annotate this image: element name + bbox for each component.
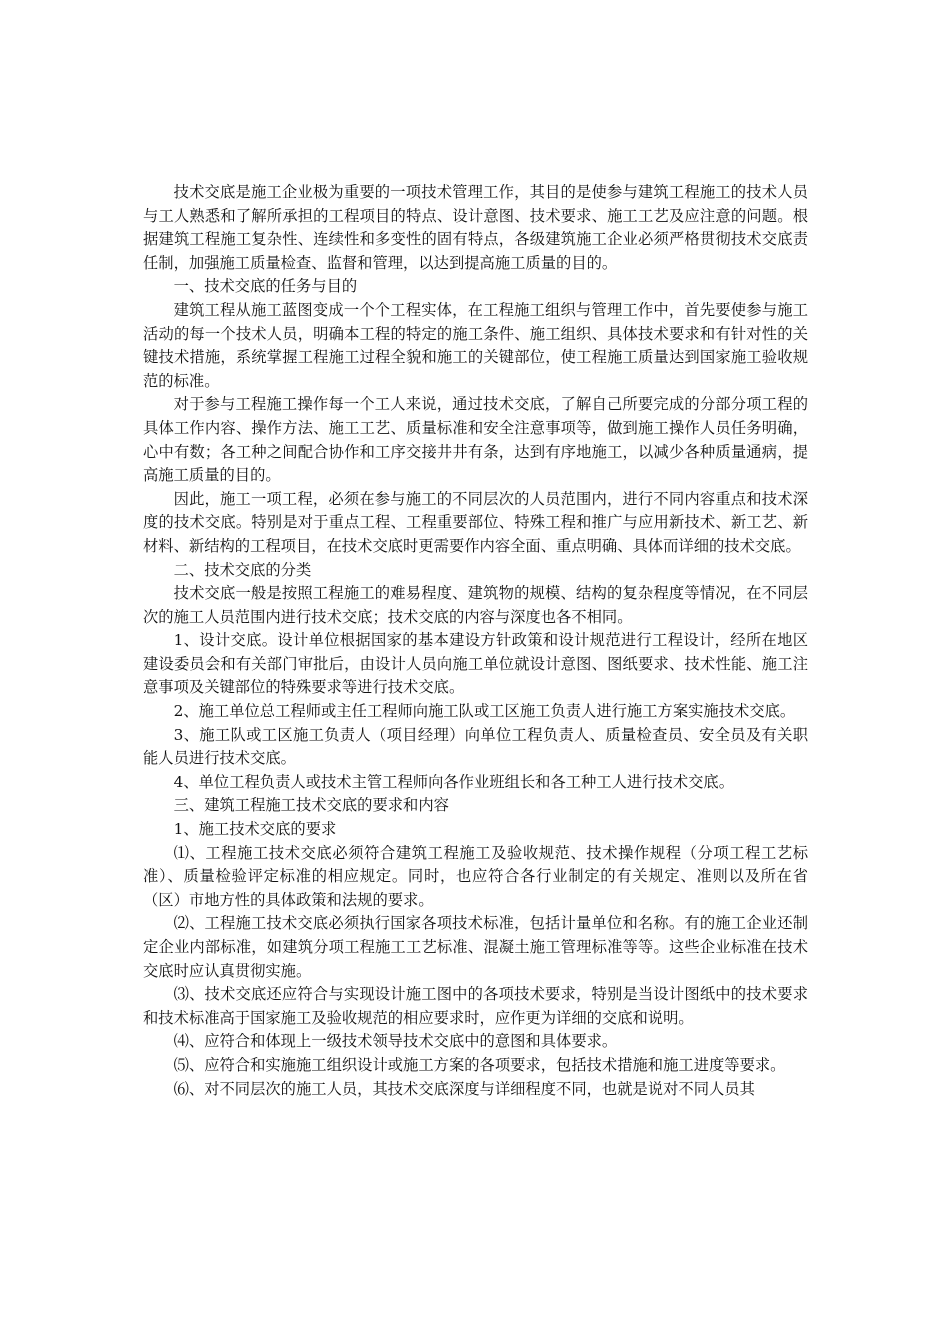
- section-heading-3: 三、建筑工程施工技术交底的要求和内容: [173, 796, 449, 815]
- section-heading-2: 二、技术交底的分类: [173, 560, 312, 579]
- body-paragraph: 对于参与工程施工操作每一个工人来说，通过技术交底，了解自己所要完成的分部分项工程的具体工作内容、操作方法、施工工艺、质量标准和安全注意事项等，做到施工操作人员任务明确，心中有数；各工种之间配合协作和工序交接井井有条，达到有序地施工，以减少各种质量通病，提高施工质量的目的。: [143, 395, 808, 485]
- list-item: 3、施工队或工区施工负责人（项目经理）向单位工程负责人、质量检查员、安全员及有关职能人员进行技术交底。: [143, 725, 808, 768]
- subsection-heading: 1、施工技术交底的要求: [173, 820, 337, 839]
- list-item: 2、施工单位总工程师或主任工程师向施工队或工区施工负责人进行施工方案实施技术交底。: [173, 702, 796, 721]
- list-item: ⑹、对不同层次的施工人员，其技术交底深度与详细程度不同，也就是说对不同人员其: [173, 1079, 755, 1098]
- list-item: ⑷、应符合和体现上一级技术领导技术交底中的意图和具体要求。: [173, 1032, 618, 1051]
- body-paragraph: 技术交底一般是按照工程施工的难易程度、建筑物的规模、结构的复杂程度等情况，在不同层次的施工人员范围内进行技术交底；技术交底的内容与深度也各不相同。: [143, 584, 808, 626]
- document-body: [143, 181, 808, 1101]
- section-heading-1: 一、技术交底的任务与目的: [173, 277, 358, 296]
- body-paragraph: 因此，施工一项工程，必须在参与施工的不同层次的人员范围内，进行不同内容重点和技术深度的技术交底。特别是对于重点工程、工程重要部位、特殊工程和推广与应用新技术、新工艺、新材料、新结构的工程项目，在技术交底时更需要作内容全面、重点明确、具体而详细的技术交底。: [143, 489, 808, 555]
- list-item: ⑴、工程施工技术交底必须符合建筑工程施工及验收规范、技术操作规程（分项工程工艺标准）、质量检验评定标准的相应规定。同时，也应符合各行业制定的有关规定、准则以及所在省（区）市地方性的具体政策和法规的要求。: [143, 843, 808, 909]
- intro-paragraph: 技术交底是施工企业极为重要的一项技术管理工作，其目的是使参与建筑工程施工的技术人员与工人熟悉和了解所承担的工程项目的特点、设计意图、技术要求、施工工艺及应注意的问题。根据建筑工程施工复杂性、连续性和多变性的固有特点，各级建筑施工企业必须严格贯彻技术交底责任制，加强施工质量检查、监督和管理，以达到提高施工质量的目的。: [143, 183, 808, 272]
- list-item: ⑸、应符合和实施施工组织设计或施工方案的各项要求，包括技术措施和施工进度等要求。: [173, 1055, 786, 1074]
- list-item: 4、单位工程负责人或技术主管工程师向各作业班组长和各工种工人进行技术交底。: [173, 772, 735, 791]
- list-item: 1、设计交底。设计单位根据国家的基本建设方针政策和设计规范进行工程设计，经所在地区建设委员会和有关部门审批后，由设计人员向施工单位就设计意图、图纸要求、技术性能、施工注意事项及关键部位的特殊要求等进行技术交底。: [143, 631, 808, 697]
- body-paragraph: 建筑工程从施工蓝图变成一个个工程实体，在工程施工组织与管理工作中，首先要使参与施工活动的每一个技术人员，明确本工程的特定的施工条件、施工组织、具体技术要求和有针对性的关键技术措施，系统掌握工程施工过程全貌和施工的关键部位，使工程施工质量达到国家施工验收规范的标准。: [143, 300, 808, 390]
- list-item: ⑶、技术交底还应符合与实现设计施工图中的各项技术要求，特别是当设计图纸中的技术要求和技术标准高于国家施工及验收规范的相应要求时，应作更为详细的交底和说明。: [143, 985, 808, 1027]
- list-item: ⑵、工程施工技术交底必须执行国家各项技术标准，包括计量单位和名称。有的施工企业还制定企业内部标准，如建筑分项工程施工工艺标准、混凝土施工管理标准等等。这些企业标准在技术交底时应认真贯彻实施。: [143, 914, 808, 980]
